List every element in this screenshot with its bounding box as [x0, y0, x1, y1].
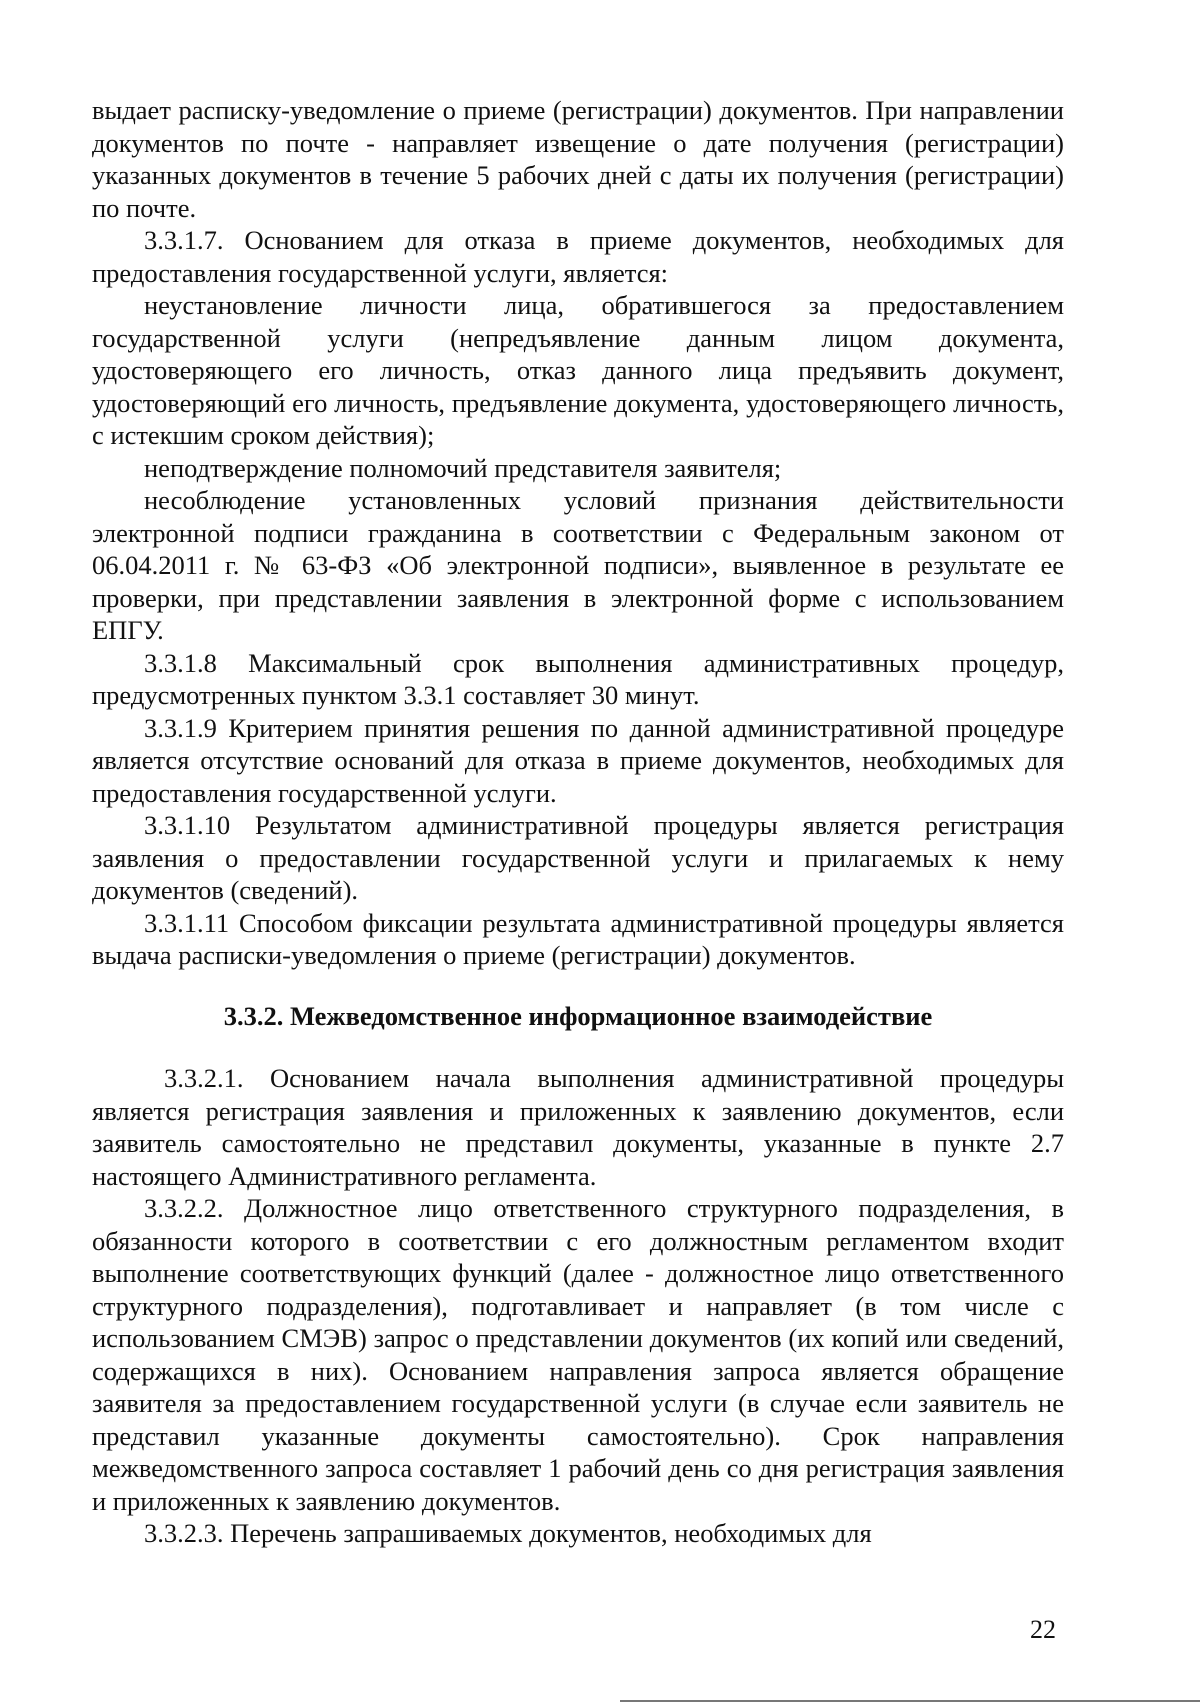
paragraph: неподтверждение полномочий представителя заявителя;	[144, 452, 782, 483]
paragraph: выдает расписку-уведомление о приеме (регистрации) документов. При направлении документов по почте - направляет извещение о дате получения (регистрации) указанных документов в течение 5 рабочих дней с даты их получения (регистрации) по почте.	[92, 95, 1064, 223]
paragraph: 3.3.2.3. Перечень запрашиваемых документов, необходимых для	[144, 1518, 872, 1548]
paragraph: неустановление личности лица, обратившегося за предоставлением государственной услуги (непредъявление данным лицом документа, удостоверяющего его личность, отказ данного лица предъявить документ, удостоверяющий его личность, предъявление документа, удостоверяющего личность, с истекшим сроком действия);	[92, 290, 1064, 450]
paragraph: 3.3.1.10 Результатом административной процедуры является регистрация заявления о предоставлении государственной услуги и прилагаемых к нему документов (сведений).	[92, 810, 1064, 905]
scan-edge-line	[620, 1700, 1200, 1702]
paragraph: 3.3.1.11 Способом фиксации результата административной процедуры является выдача расписки-уведомления о приеме (регистрации) документов.	[92, 907, 1064, 970]
paragraph: 3.3.2.2. Должностное лицо ответственного структурного подразделения, в обязанности которого в соответствии с его должностным регламентом входит выполнение соответствующих функций (далее - должностное лицо ответственного структурного подразделения), подготавливает и направляет (в том числе с использованием СМЭВ) запрос о представлении документов (их копий или сведений, содержащихся в них). Основанием направления запроса является обращение заявителя за предоставлением государственной услуги (в случае если заявитель не представил указанные документы самостоятельно). Срок направления межведомственного запроса составляет 1 рабочий день со дня регистрация заявления и приложенных к заявлению документов.	[92, 1193, 1064, 1516]
paragraph: 3.3.1.7. Основанием для отказа в приеме документов, необходимых для предоставления государственной услуги, является:	[92, 225, 1064, 288]
paragraph: 3.3.1.8 Максимальный срок выполнения административных процедур, предусмотренных пунктом 3.3.1 составляет 30 минут.	[92, 647, 1064, 710]
paragraph: 3.3.2.1. Основанием начала выполнения административной процедуры является регистрация заявления и приложенных к заявлению документов, если заявитель самостоятельно не представил документы, указанные в пункте 2.7 настоящего Административного регламента.	[92, 1063, 1064, 1191]
paragraph: несоблюдение установленных условий признания действительности электронной подписи гражданина в соответствии с Федеральным законом от 06.04.2011 г. № 63-ФЗ «Об электронной подписи», выявленное в результате ее проверки, при представлении заявления в электронной форме с использованием ЕПГУ.	[92, 485, 1064, 645]
page-number: 22	[1030, 1615, 1056, 1644]
paragraph: 3.3.1.9 Критерием принятия решения по данной административной процедуре является отсутствие оснований для отказа в приеме документов, необходимых для предоставления государственной услуги.	[92, 712, 1064, 808]
section-heading: 3.3.2. Межведомственное информационное взаимодействие	[223, 1000, 933, 1031]
document-body	[92, 94, 1064, 1550]
